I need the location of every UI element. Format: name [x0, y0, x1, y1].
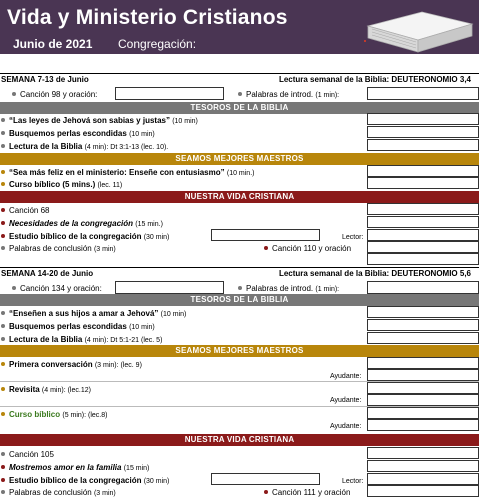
treasure-item: [1, 322, 155, 331]
helper-label: Ayudante:: [330, 397, 362, 404]
assignee-field[interactable]: [367, 177, 479, 189]
life-item: [1, 450, 54, 459]
treasure-meta: (10 min): [129, 131, 155, 138]
assignee-field[interactable]: [367, 165, 479, 177]
treasure-item: [1, 309, 186, 318]
assignee-field[interactable]: [367, 382, 479, 394]
conductor-field[interactable]: [211, 473, 320, 485]
life-item: [1, 244, 116, 253]
assignee-field[interactable]: [367, 473, 479, 485]
reading-label: Lectura semanal de la Biblia: DEUTERONOMIO 3,4: [278, 75, 471, 84]
bullet-icon: [1, 387, 5, 391]
conductor-field[interactable]: [211, 229, 320, 241]
bullet-icon: [1, 234, 5, 238]
closing-song-label: Canción 110 y oración: [272, 244, 352, 253]
life-item: [1, 232, 169, 241]
bullet-icon: [1, 131, 5, 135]
bullet-icon: [1, 144, 5, 148]
assignee-field[interactable]: [367, 139, 479, 151]
life-meta: (30 min): [143, 478, 170, 485]
bullet-icon: [12, 286, 16, 290]
assignee-field[interactable]: [367, 357, 479, 369]
intro-label: Palabras de introd.: [246, 284, 314, 293]
treasure-title: “Las leyes de Jehová son sabias y justas”: [9, 116, 170, 125]
bullet-icon: [12, 92, 16, 96]
life-title: Canción 105: [9, 450, 54, 459]
closing-song-label: Canción 111 y oración: [272, 488, 351, 497]
ministry-title: “Sea más feliz en el ministerio: Enseñe con entusiasmo”: [9, 168, 225, 177]
helper-label: Ayudante:: [330, 373, 362, 380]
intro-line: [238, 284, 339, 293]
assignee-field[interactable]: [367, 126, 479, 138]
life-item: [1, 463, 149, 472]
reader-field[interactable]: [367, 485, 479, 497]
treasure-item: [1, 116, 198, 125]
bullet-icon: [1, 311, 5, 315]
ministry-title: Revisita: [9, 385, 40, 394]
helper-label: Ayudante:: [330, 423, 362, 430]
life-meta: (15 min): [123, 465, 150, 472]
bullet-icon: [1, 478, 5, 482]
life-meta: (15 min.): [135, 221, 163, 228]
treasure-item: [1, 335, 162, 344]
bullet-icon: [1, 412, 5, 416]
treasure-title: Busquemos perlas escondidas: [9, 322, 127, 331]
song-prayer-line: [12, 284, 102, 293]
page-header: [0, 0, 479, 54]
song-prayer-field[interactable]: [115, 87, 224, 100]
life-title: Palabras de conclusión: [9, 488, 92, 497]
treasure-title: Busquemos perlas escondidas: [9, 129, 127, 138]
bullet-icon: [1, 170, 5, 174]
week-label: SEMANA 14-20 de Junio: [1, 269, 94, 278]
assignee-field[interactable]: [367, 332, 479, 344]
song-prayer-label: Canción 134 y oración:: [20, 284, 102, 293]
week-header-2: [0, 267, 479, 281]
bullet-icon: [1, 490, 5, 494]
treasure-meta: (10 min): [172, 118, 198, 125]
page-title: Vida y Ministerio Cristianos: [7, 6, 288, 29]
bullet-icon: [1, 362, 5, 366]
helper-field[interactable]: [367, 369, 479, 381]
month-label: Junio de 2021: [13, 37, 93, 51]
intro-field[interactable]: [367, 87, 479, 100]
reader-label: Lector:: [342, 478, 364, 485]
bible-book-icon: [362, 10, 474, 54]
assignee-field[interactable]: [367, 460, 479, 472]
life-title: Palabras de conclusión: [9, 244, 92, 253]
treasure-meta: (4 min): Dt 5:1-21 (lec. 5): [84, 337, 163, 344]
ministry-item: [1, 168, 254, 177]
treasure-title: “Enseñen a sus hijos a amar a Jehová”: [9, 309, 159, 318]
helper-field[interactable]: [367, 394, 479, 406]
bullet-icon: [264, 246, 268, 250]
bullet-icon: [1, 118, 5, 122]
life-title: Estudio bíblico de la congregación: [9, 476, 142, 485]
closing-song-line: [264, 488, 350, 497]
section-band-treasures: TESOROS DE LA BIBLIA: [0, 294, 479, 306]
treasure-item: [1, 142, 168, 151]
life-title: Canción 68: [9, 206, 50, 215]
bullet-icon: [1, 182, 5, 186]
section-band-treasures: TESOROS DE LA BIBLIA: [0, 102, 479, 114]
assignee-field[interactable]: [367, 306, 479, 318]
closing-song-field[interactable]: [367, 253, 479, 265]
life-meta: (3 min): [93, 490, 116, 497]
assignee-field[interactable]: [367, 447, 479, 459]
treasure-item: [1, 129, 155, 138]
ministry-meta: (5 min): (lec.8): [62, 412, 108, 419]
assignee-field[interactable]: [367, 319, 479, 331]
intro-time: (1 min):: [315, 286, 340, 293]
bullet-icon: [1, 208, 5, 212]
ministry-item: [1, 410, 107, 419]
ministry-meta: (4 min): (lec.12): [41, 387, 91, 394]
ministry-meta: (3 min): (lec. 9): [94, 362, 142, 369]
intro-field[interactable]: [367, 281, 479, 294]
assignee-field[interactable]: [367, 113, 479, 125]
bullet-icon: [238, 92, 242, 96]
ministry-meta: (10 min.): [226, 170, 255, 177]
assignee-field[interactable]: [367, 216, 479, 228]
section-band-christian-life: NUESTRA VIDA CRISTIANA: [0, 191, 479, 203]
song-prayer-label: Canción 98 y oración:: [20, 90, 98, 99]
assignee-field[interactable]: [367, 407, 479, 419]
ministry-item: [1, 360, 142, 369]
bullet-icon: [1, 246, 5, 250]
treasure-meta: (10 min): [160, 311, 187, 318]
ministry-meta: (lec. 11): [97, 182, 123, 189]
week-header-1: [0, 73, 479, 87]
life-title: Estudio bíblico de la congregación: [9, 232, 142, 241]
closing-song-line: [264, 244, 351, 253]
section-band-ministry: SEAMOS MEJORES MAESTROS: [0, 153, 479, 165]
assignee-field[interactable]: [367, 203, 479, 215]
treasure-meta: (10 min): [129, 324, 155, 331]
life-title: Necesidades de la congregación: [9, 219, 134, 228]
helper-field[interactable]: [367, 419, 479, 431]
life-meta: (30 min): [143, 234, 170, 241]
assignee-field[interactable]: [367, 229, 479, 241]
intro-time: (1 min):: [315, 92, 340, 99]
reader-field[interactable]: [367, 241, 479, 253]
ministry-title: Curso bíblico: [9, 410, 61, 419]
life-item: [1, 476, 169, 485]
ministry-item: [1, 180, 122, 189]
bullet-icon: [238, 286, 242, 290]
bullet-icon: [1, 465, 5, 469]
bullet-icon: [1, 337, 5, 341]
reader-label: Lector:: [342, 234, 364, 241]
bullet-icon: [1, 221, 5, 225]
life-item: [1, 219, 163, 228]
bullet-icon: [1, 452, 5, 456]
section-band-ministry: SEAMOS MEJORES MAESTROS: [0, 345, 479, 357]
treasure-meta: (4 min): Dt 3:1-13 (lec. 10).: [84, 144, 169, 151]
treasure-title: Lectura de la Biblia: [9, 142, 83, 151]
ministry-title: Primera conversación: [9, 360, 93, 369]
life-meta: (3 min): [93, 246, 116, 253]
life-item: [1, 488, 116, 497]
section-band-christian-life: NUESTRA VIDA CRISTIANA: [0, 434, 479, 446]
ministry-title: Curso bíblico (5 mins.): [9, 180, 96, 189]
reading-label: Lectura semanal de la Biblia: DEUTERONOMIO 5,6: [278, 269, 471, 278]
life-item: [1, 206, 49, 215]
song-prayer-line: [12, 90, 97, 99]
bullet-icon: [264, 490, 268, 494]
week-label: SEMANA 7-13 de Junio: [1, 75, 89, 84]
treasure-title: Lectura de la Biblia: [9, 335, 83, 344]
intro-label: Palabras de introd.: [246, 90, 314, 99]
life-title: Mostremos amor en la familia: [9, 463, 122, 472]
song-prayer-field[interactable]: [115, 281, 224, 294]
ministry-item: [1, 385, 91, 394]
bullet-icon: [1, 324, 5, 328]
congregation-label: Congregación:: [118, 37, 197, 51]
intro-line: [238, 90, 339, 99]
